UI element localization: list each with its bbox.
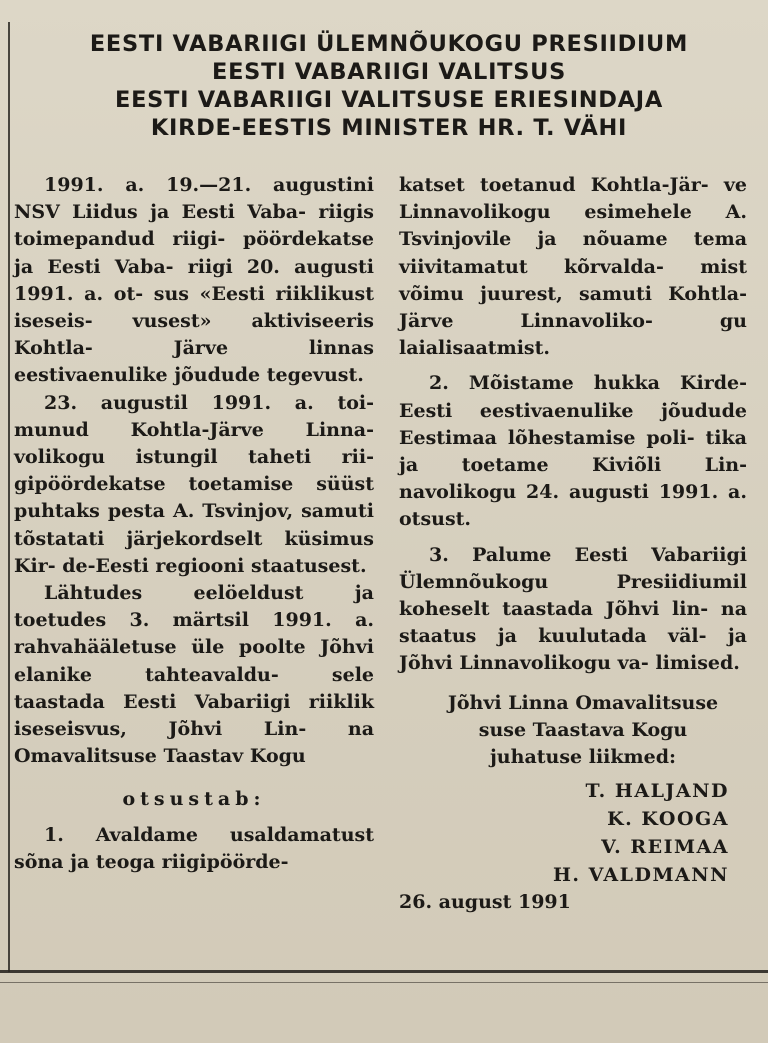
header-line: EESTI VABARIIGI ÜLEMNÕUKOGU PRESIIDIUM xyxy=(89,31,689,57)
text-line: na staatus ja kuulutada väl- xyxy=(399,598,747,648)
header-line: KIRDE-EESTIS MINISTER HR. T. VÄHI xyxy=(150,115,628,141)
text-line: sõna ja teoga riigipöörde- xyxy=(14,850,289,873)
signatories xyxy=(399,777,747,889)
bottom-rule-thin xyxy=(0,982,768,983)
text-line: koheselt taastada Jõhvi lin- xyxy=(399,598,709,621)
text-line: süüst puhtaks pesta A. xyxy=(14,473,374,523)
text-line: Kogu xyxy=(249,745,306,768)
signatory-name: K. KOOGA xyxy=(607,808,729,831)
text-line: mist võimu juurest, samuti xyxy=(399,255,747,305)
header-line: EESTI VABARIIGI VALITSUS xyxy=(212,59,566,85)
text-line: limised. xyxy=(655,652,740,675)
paragraph-3 xyxy=(14,580,374,770)
text-line: Kohtla-Järve Linnavoliko- xyxy=(399,282,748,333)
text-line: Järve linnas eestivaenulike xyxy=(14,337,374,387)
right-column xyxy=(399,172,747,916)
text-line: pöördekatse ja Eesti Vaba- xyxy=(14,228,374,278)
text-line: tika ja toetame Kiviõli Lin- xyxy=(399,426,747,477)
text-line: katset toetanud Kohtla-Jär- xyxy=(399,174,709,196)
text-line: toetudes 3. märtsil 1991. a. xyxy=(14,609,374,632)
decision-heading: otsustab: xyxy=(122,788,266,811)
item-2 xyxy=(399,370,747,533)
text-line: de-Eesti regiooni staatusest. xyxy=(62,554,367,577)
text-line: sus «Eesti riiklikust iseseis- xyxy=(14,282,374,333)
text-line: 2. Mõistame hukka Kirde- xyxy=(429,372,747,395)
bottom-rule xyxy=(0,970,768,973)
text-line: gu laialisaatmist. xyxy=(399,310,747,360)
text-line: Eestimaa lõhestamise poli- xyxy=(399,426,695,449)
text-line: na Omavalitsuse Taastav xyxy=(14,718,374,768)
text-line: vusest» aktiviseeris Kohtla- xyxy=(14,310,374,360)
text-line: NSV Liidus ja Eesti Vaba- xyxy=(14,201,306,224)
text-line: a. otsust. xyxy=(399,481,747,531)
text-line: Lähtudes eelöeldust ja xyxy=(44,582,374,605)
text-line: 1991. a. 19.—21. augustini xyxy=(44,174,374,196)
text-line: suse Taastava Kogu xyxy=(478,718,688,741)
item-1-continued xyxy=(399,172,747,362)
left-column xyxy=(14,172,374,876)
text-line: A. Tsvinjovile ja nõuame xyxy=(399,201,747,251)
text-line: 23. augustil 1991. a. toi- xyxy=(44,391,374,414)
signatory-name: T. HALJAND xyxy=(585,780,729,803)
text-line: Ülemnõukogu Presiidiumil xyxy=(399,570,747,593)
text-line: ve Linnavolikogu esimehele xyxy=(399,174,747,224)
text-line: gipöördekatse toetamise xyxy=(14,473,294,496)
header xyxy=(20,30,758,142)
paragraph-2 xyxy=(14,390,374,580)
text-line: rahvahääletuse üle poolte xyxy=(14,636,306,659)
text-line: 1. Avaldame usaldamatust xyxy=(44,823,374,846)
document-date: 26. august 1991 xyxy=(399,891,571,914)
text-line: Jõhvi elanike tahteavaldu- xyxy=(14,636,374,686)
paragraph-1 xyxy=(14,172,374,390)
text-line: navolikogu 24. augusti 1991. xyxy=(399,481,719,504)
text-line: 3. Palume Eesti Vabariigi xyxy=(429,543,747,566)
signatory-name: V. REIMAA xyxy=(601,836,729,859)
text-line: munud Kohtla-Järve Linna- xyxy=(14,418,374,441)
text-line: Eesti eestivaenulike jõudude xyxy=(399,399,747,422)
text-line: volikogu istungil taheti rii- xyxy=(14,446,374,469)
text-line: Tsvinjov, samuti tõstatati xyxy=(14,500,374,550)
left-border-rule xyxy=(8,22,10,972)
header-line: EESTI VABARIIGI VALITSUSE ERIESINDAJA xyxy=(115,87,663,113)
text-line: jõudude tegevust. xyxy=(174,364,364,387)
text-line: sele taastada Eesti Vabariigi xyxy=(14,663,374,713)
item-3 xyxy=(399,542,747,678)
text-line: järjekordselt küsimus Kir- xyxy=(14,527,374,577)
text-line: riiklik iseseisvus, Jõhvi Lin- xyxy=(14,690,374,741)
text-line: riigi 20. augusti 1991. a. ot- xyxy=(14,255,374,305)
signatory-name: H. VALDMANN xyxy=(552,864,729,887)
item-1 xyxy=(14,822,374,876)
text-line: Jõhvi Linna Omavalitsuse xyxy=(447,691,719,714)
text-line: riigis toimepandud riigi- xyxy=(14,201,374,251)
text-line: tema viivitamatut kõrvalda- xyxy=(399,228,747,278)
text-line: ja Jõhvi Linnavolikogu va- xyxy=(399,625,747,675)
text-line: juhatuse liikmed: xyxy=(489,746,677,769)
signature-intro xyxy=(399,690,747,772)
